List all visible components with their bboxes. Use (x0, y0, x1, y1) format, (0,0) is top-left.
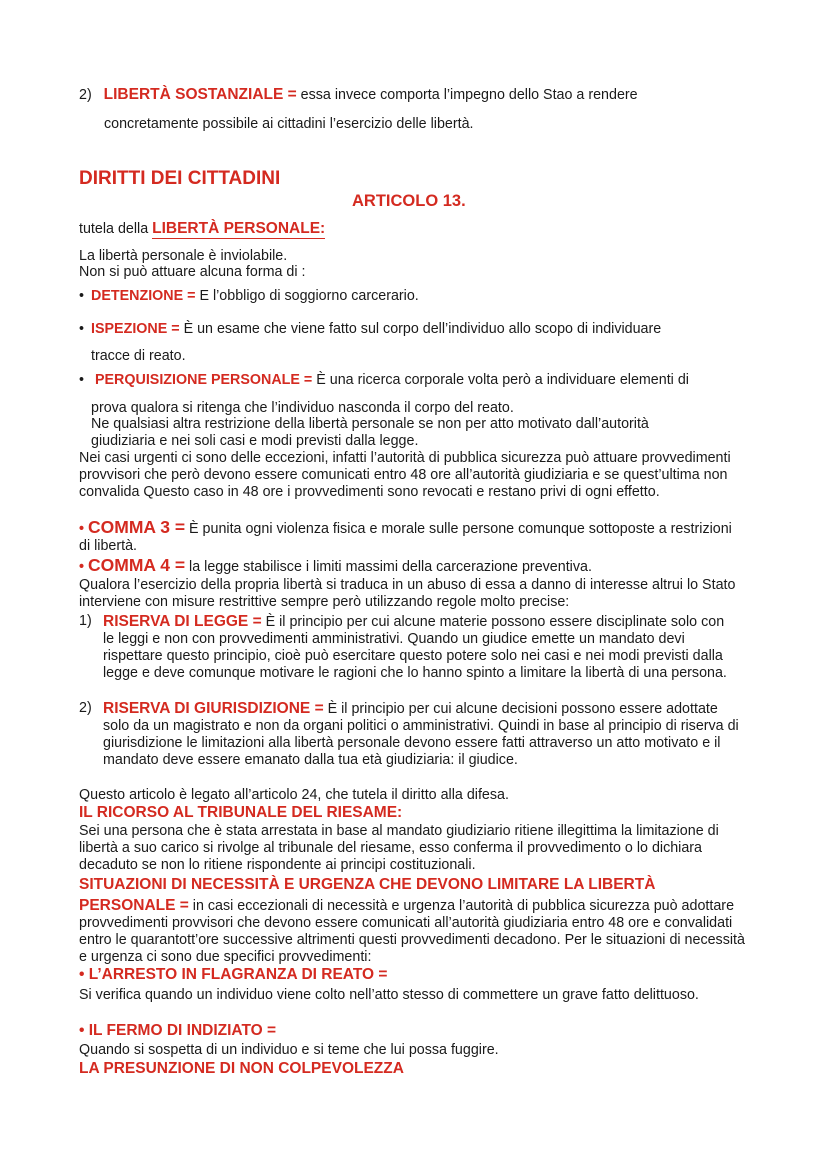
comma-4: • COMMA 4 = la legge stabilisce i limiti massimi della carcerazione preventiva. (79, 555, 592, 575)
tutela-line: tutela della LIBERTÀ PERSONALE: (79, 220, 326, 237)
bullet-icon: • (79, 1022, 85, 1039)
term-liberta-sostanziale: LIBERTÀ SOSTANZIALE = (103, 86, 297, 103)
text-line: Non si può attuare alcuna forma di : (79, 264, 306, 280)
bullet-cont: prova qualora si ritenga che l’individuo nasconda il corpo del reato. (91, 400, 514, 416)
bullet-icon: • (79, 288, 85, 304)
bullet-ispezione: • ISPEZIONE = È un esame che viene fatto sul corpo dell’individuo allo scopo di individuare (79, 321, 662, 337)
heading-presunzione: LA PRESUNZIONE DI NON COLPEVOLEZZA (79, 1060, 404, 1077)
text-line: La libertà personale è inviolabile. (79, 248, 288, 264)
bullet-icon: • (79, 521, 85, 537)
comma-3: • COMMA 3 = È punita ogni violenza fisica e morale sulle persone comunque sottoposte a restrizioni di libertà. (79, 517, 732, 554)
bullet-detenzione: • DETENZIONE = E l’obbligo di soggiorno carcerario. (79, 288, 419, 304)
text-paragraph: Ne qualsiasi altra restrizione della libertà personale se non per atto motivato dall’autorità giudiziaria e nei soli casi e modi previsti dalla legge. (91, 416, 649, 449)
bullet-icon: • (79, 966, 85, 983)
bullet-icon: • (79, 372, 85, 388)
term-liberta-personale: LIBERTÀ PERSONALE: (152, 220, 326, 237)
heading-arresto: • L’ARRESTO IN FLAGRANZA DI REATO = (79, 966, 388, 983)
personale-paragraph: PERSONALE = in casi eccezionali di necessità e urgenza l’autorità di pubblica sicurezza può adottare provvedimenti provvisori che devono essere comunicati all’autorità giudiziaria entro 48 ore e convalidati entro le quarantott’ore successive altrimenti questi provvedimenti decadono. Per le situazioni di necessità e urgenza ci sono due specifici provvedimenti: (79, 897, 745, 965)
list-item-riserva-legge: 1) RISERVA DI LEGGE = È il principio per cui alcune materie possono essere disciplinate solo con le leggi e non con provvedimenti amministrativi. Quando un giudice emette un mandato devi rispettare questo principio, cioè può esercitare questo potere solo nei casi e nei modi previsti dalla legge e deve comunque motivare le ragioni che lo hanno spinto a limitare la libertà di una persona. (79, 613, 727, 681)
heading-fermo: • IL FERMO DI INDIZIATO = (79, 1022, 277, 1039)
text-paragraph: Si verifica quando un individuo viene colto nell’atto stesso di commettere un grave fatto delittuoso. (79, 987, 699, 1003)
text-line: Quando si sospetta di un individuo e si teme che lui possa fuggire. (79, 1042, 499, 1058)
bullet-cont: tracce di reato. (91, 348, 186, 364)
intro-text: essa invece comporta l’impegno dello Stao a rendere (296, 87, 638, 103)
bullet-icon: • (79, 321, 85, 337)
text-paragraph: Sei una persona che è stata arrestata in base al mandato giudiziario ritiene illegittima la limitazione di libertà a suo carico si rivolge al tribunale del riesame, esso conferma il provvedimento o lo dichiara decaduto se non lo ritiene rispondente ai principi costituzionali. (79, 823, 719, 873)
article-title: ARTICOLO 13. (352, 192, 466, 210)
text-line: Questo articolo è legato all’articolo 24, che tutela il diritto alla difesa. (79, 787, 509, 803)
text-paragraph: Nei casi urgenti ci sono delle eccezioni, infatti l’autorità di pubblica sicurezza può attuare provvedimenti provvisori che però devono essere comunicati entro 48 ore all’autorità giudiziaria e se quest’ultima non convalida Questo caso in 48 ore i provvedimenti sono revocati e restano privi di ogni effetto. (79, 450, 731, 500)
heading-ricorso: IL RICORSO AL TRIBUNALE DEL RIESAME: (79, 804, 403, 821)
heading-situazioni: SITUAZIONI DI NECESSITÀ E URGENZA CHE DEVONO LIMITARE LA LIBERTÀ (79, 876, 656, 893)
intro-text-cont: concretamente possibile ai cittadini l’esercizio delle libertà. (104, 116, 474, 132)
section-title: DIRITTI DEI CITTADINI (79, 168, 281, 189)
intro-line (79, 86, 739, 104)
list-item-riserva-giurisdizione: 2) RISERVA DI GIURISDIZIONE = È il principio per cui alcune decisioni possono essere adottate solo da un magistrato e non da organi politici o amministrativi. Quindi in base al principio di riserva di giurisdizione le limitazioni alla libertà personale devono essere fatti attraverso un atto motivato e il mandato deve essere emanato dalla tua età giudiziaria: il giudice. (79, 700, 739, 768)
text-paragraph: Qualora l’esercizio della propria libertà si traduca in un abuso di essa a danno di interesse altrui lo Stato interviene con misure restrittive sempre però utilizzando regole molto precise: (79, 577, 736, 610)
bullet-icon: • (79, 559, 85, 575)
bullet-perquisizione: • PERQUISIZIONE PERSONALE = È una ricerca corporale volta però a individuare elementi di (79, 372, 689, 388)
list-number: 2) (79, 87, 92, 103)
